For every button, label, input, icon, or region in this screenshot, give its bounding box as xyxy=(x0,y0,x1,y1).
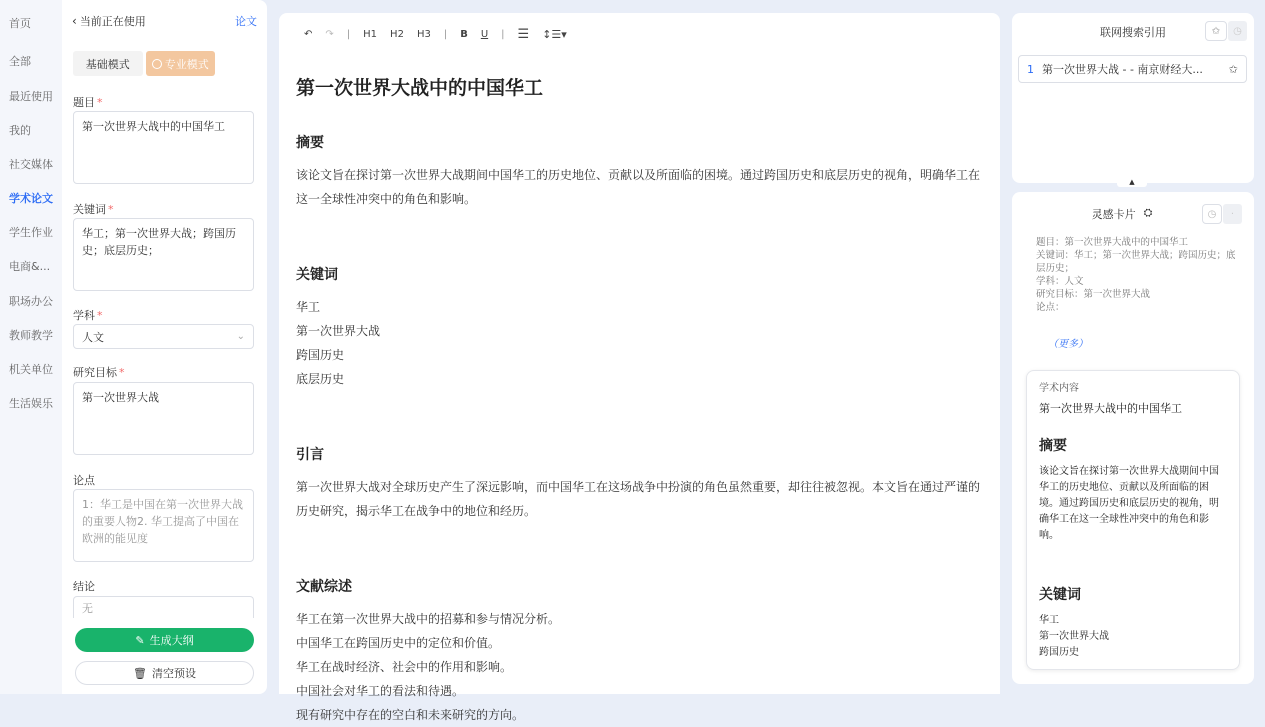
citation-text: 第一次世界大战 - - 南京财经大... xyxy=(1042,63,1203,76)
paper-type-link[interactable]: 论文 xyxy=(235,15,257,28)
nav-item-academic-paper[interactable]: 学术论文 xyxy=(9,192,53,205)
introduction-heading: 引言 xyxy=(296,447,324,463)
generate-outline-button[interactable] xyxy=(75,628,254,652)
required-mark: * xyxy=(97,96,103,109)
abstract-text: 该论文旨在探讨第一次世界大战期间中国华工的历史地位、贡献以及所面临的困境。通过跨国历史和底层历史的视角，明确华工在这一全球性冲突中的角色和影响。 xyxy=(296,168,981,206)
web-citations-panel xyxy=(1012,13,1254,183)
preset-form-panel xyxy=(62,0,267,694)
subject-select[interactable] xyxy=(73,324,254,349)
chevron-down-icon: ⌄ xyxy=(236,331,245,342)
literature-item: 现有研究中存在的空白和未来研究的方向。 xyxy=(296,708,525,722)
back-label: 当前正在使用 xyxy=(79,15,146,28)
generate-outline-label: 生成大纲 xyxy=(149,634,194,647)
robot-icon: ⛭ xyxy=(1143,206,1153,219)
literature-item: 中国华工在跨国历史中的定位和价值。 xyxy=(296,636,501,650)
nav-item-student-homework[interactable]: 学生作业 xyxy=(9,226,53,239)
heading1-button[interactable]: H1 xyxy=(363,28,378,40)
bold-button[interactable]: B xyxy=(460,28,468,40)
citations-title: 联网搜索引用 xyxy=(1100,26,1166,39)
required-mark: * xyxy=(97,309,103,322)
nav-item-recent[interactable]: 最近使用 xyxy=(9,90,53,103)
literature-item: 中国社会对华工的看法和待遇。 xyxy=(296,684,465,698)
clear-preset-label: 清空预设 xyxy=(151,667,196,680)
card-keywords-heading: 关键词 xyxy=(1039,587,1081,603)
trash-icon: 🗑 xyxy=(133,666,147,680)
mode-switch xyxy=(73,51,215,76)
conclusion-field[interactable]: 无 xyxy=(73,596,254,618)
goal-label: 研究目标 * xyxy=(73,366,125,379)
back-button[interactable] xyxy=(72,13,146,29)
keyword-item: 底层历史 xyxy=(296,372,345,386)
nav-item-workplace[interactable]: 职场办公 xyxy=(9,295,53,308)
bullet-list-icon[interactable]: ☰ xyxy=(517,26,530,42)
editor-toolbar xyxy=(304,26,580,42)
academic-content-card[interactable] xyxy=(1026,370,1240,670)
title-field[interactable]: 第一次世界大战中的中国华工 xyxy=(73,111,254,184)
literature-review-heading: 文献综述 xyxy=(296,579,352,595)
pro-mode-button[interactable] xyxy=(146,51,216,76)
chevron-left-icon: ‹ xyxy=(72,14,77,28)
thesis-label: 论点 xyxy=(73,474,95,487)
card-keyword-item: 跨国历史 xyxy=(1039,647,1079,658)
card-abstract-heading: 摘要 xyxy=(1039,438,1067,454)
undo-icon[interactable]: ↶ xyxy=(304,28,313,40)
conclusion-label: 结论 xyxy=(73,580,95,593)
summary-line: 关键词：华工；第一次世界大战；跨国历史；底层历史； xyxy=(1036,250,1236,274)
card-keyword-item: 华工 xyxy=(1039,615,1059,626)
nav-item-teaching[interactable]: 教师教学 xyxy=(9,329,53,342)
underline-button[interactable]: U xyxy=(480,28,489,40)
introduction-text: 第一次世界大战对全球历史产生了深远影响，而中国华工在这场战争中扮演的角色虽然重要，却往往被忽视。本文旨在通过严谨的历史研究，揭示华工在战争中的地位和经历。 xyxy=(296,480,981,518)
pin-icon[interactable]: ✩ xyxy=(1228,62,1238,76)
keywords-label: 关键词 * xyxy=(73,203,114,216)
redo-icon[interactable]: ↷ xyxy=(325,28,334,40)
nav-item-entertainment[interactable]: 生活娱乐 xyxy=(9,397,53,410)
document-title: 第一次世界大战中的中国华工 xyxy=(296,77,544,99)
nav-item-government[interactable]: 机关单位 xyxy=(9,363,53,376)
inspiration-summary xyxy=(1036,236,1236,314)
keyword-item: 华工 xyxy=(296,300,321,314)
goal-field[interactable]: 第一次世界大战 xyxy=(73,382,254,455)
clear-preset-button[interactable] xyxy=(75,661,254,685)
card-label: 学术内容 xyxy=(1039,383,1079,394)
summary-line: 论点： xyxy=(1036,302,1065,313)
inspiration-title: 灵感卡片 xyxy=(1091,208,1136,221)
toolbar-separator: | xyxy=(346,28,351,40)
pen-icon: ✎ xyxy=(135,633,145,647)
document-editor[interactable] xyxy=(279,13,1000,722)
required-mark: * xyxy=(119,366,125,379)
toolbar-separator: | xyxy=(443,28,448,40)
toolbar-separator: | xyxy=(501,28,505,40)
card-abstract-text: 该论文旨在探讨第一次世界大战期间中国华工的历史地位、贡献以及所面临的困境。通过跨国历史和底层历史的视角，明确华工在这一全球性冲突中的角色和影响。 xyxy=(1039,466,1219,541)
card-keyword-item: 第一次世界大战 xyxy=(1039,631,1109,642)
nav-item-home[interactable]: 首页 xyxy=(9,17,31,30)
subject-label: 学科 * xyxy=(73,309,103,322)
keywords-field[interactable]: 华工；第一次世界大战；跨国历史；底层历史； xyxy=(73,218,254,291)
history-icon[interactable]: ◷ xyxy=(1228,21,1247,41)
left-nav xyxy=(0,0,62,694)
citation-item[interactable] xyxy=(1018,55,1247,83)
nav-item-social-media[interactable]: 社交媒体 xyxy=(9,158,53,171)
literature-item: 华工在战时经济、社会中的作用和影响。 xyxy=(296,660,513,674)
abstract-heading: 摘要 xyxy=(296,135,324,151)
thesis-field[interactable]: 1：华工是中国在第一次世界大战的重要人物2. 华工提高了中国在欧洲的能见度 xyxy=(73,489,254,562)
pin-icon[interactable]: ✩ xyxy=(1205,21,1227,41)
basic-mode-button[interactable]: 基础模式 xyxy=(73,51,143,76)
nav-item-ecommerce[interactable]: 电商&... xyxy=(9,260,51,273)
more-options-icon[interactable]: · xyxy=(1223,204,1242,224)
summary-line: 题目：第一次世界大战中的中国华工 xyxy=(1036,237,1189,248)
more-link[interactable]: （更多） xyxy=(1048,339,1088,350)
keywords-heading: 关键词 xyxy=(296,267,338,283)
summary-line: 学科：人文 xyxy=(1036,276,1084,287)
inspiration-card-panel xyxy=(1012,192,1254,684)
keyword-item: 跨国历史 xyxy=(296,348,345,362)
pro-mode-label: 专业模式 xyxy=(164,58,209,71)
citation-number: 1 xyxy=(1027,62,1034,76)
pro-mode-icon xyxy=(152,59,162,69)
keyword-item: 第一次世界大战 xyxy=(296,324,381,338)
summary-line: 研究目标：第一次世界大战 xyxy=(1036,289,1151,300)
heading3-button[interactable]: H3 xyxy=(416,28,431,40)
literature-item: 华工在第一次世界大战中的招募和参与情况分析。 xyxy=(296,612,561,626)
subject-value: 人文 xyxy=(82,330,104,344)
required-mark: * xyxy=(108,203,114,216)
card-title: 第一次世界大战中的中国华工 xyxy=(1039,402,1182,415)
nav-item-mine[interactable]: 我的 xyxy=(9,124,31,137)
line-height-icon[interactable]: ↕☰▾ xyxy=(542,27,567,41)
history-icon[interactable]: ◷ xyxy=(1202,204,1222,224)
heading2-button[interactable]: H2 xyxy=(390,28,404,40)
document-content[interactable] xyxy=(296,73,986,727)
inspiration-header xyxy=(1012,206,1232,222)
collapse-toggle[interactable]: ▲ xyxy=(1117,177,1147,187)
nav-item-all[interactable]: 全部 xyxy=(9,55,31,68)
title-label: 题目 * xyxy=(73,96,103,109)
